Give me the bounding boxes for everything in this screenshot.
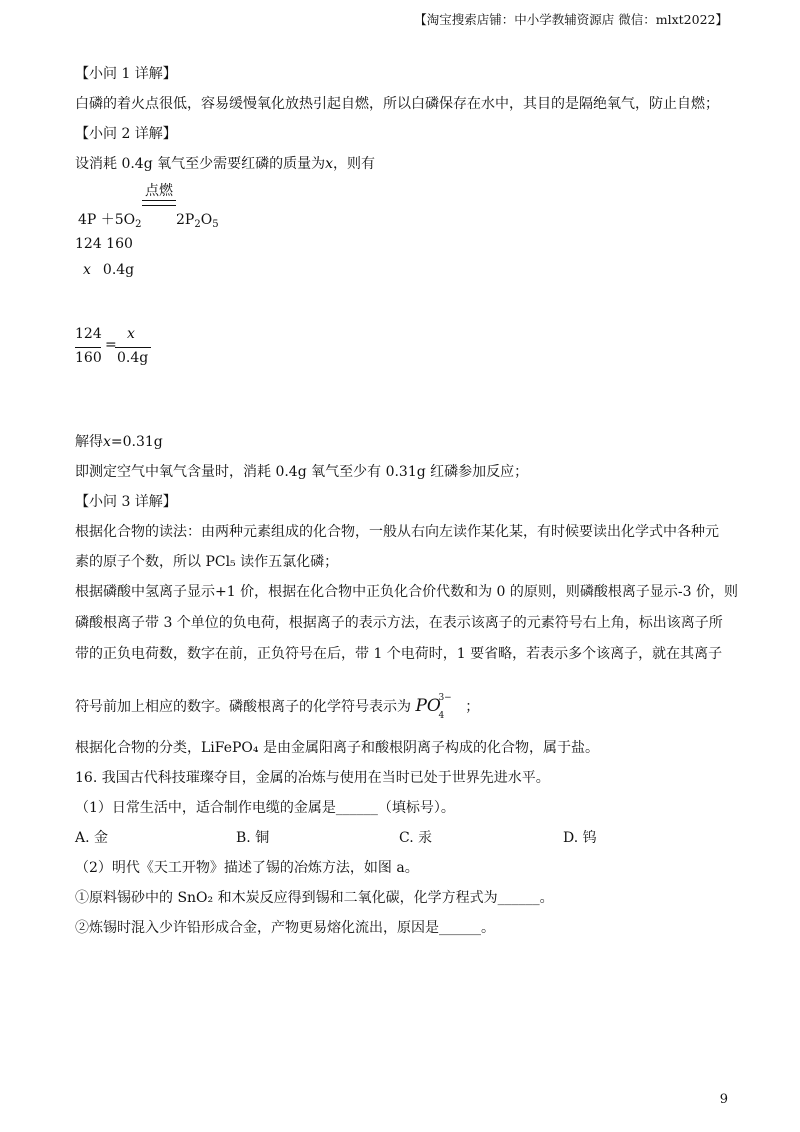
q3-line-2: 素的原子个数，所以 PCl₅ 读作五氯化磷；	[75, 554, 339, 570]
q3-line-3: 根据磷酸中氢离子显示+1 价，根据在化合物中正负化合价代数和为 0 的原则，则磷酸根离子显示-3 价，则	[75, 584, 738, 600]
option-c: C. 汞	[399, 830, 433, 846]
q3-line-6: 符号前加上相应的数字。磷酸根离子的化学符号表示为 PO 3− 4 ；	[75, 693, 480, 721]
equation-right: $2P_2O_5$	[176, 212, 219, 230]
proportion-fraction: 124 160 = x 0.4g	[75, 326, 155, 370]
option-d: D. 钨	[563, 830, 597, 846]
q16-part-1: （1）日常生活中，适合制作电缆的金属是______（填标号）。	[75, 800, 455, 816]
q1-heading: 【小问 1 详解】	[75, 66, 177, 82]
option-a: A. 金	[75, 830, 109, 846]
q3-line-7: 根据化合物的分类，LiFePO₄ 是由金属阳离子和酸根阴离子构成的化合物，属于盐。	[75, 740, 599, 756]
page-number: 9	[719, 1092, 728, 1107]
q16-part-2: （2）明代《天工开物》描述了锡的冶炼方法，如图 a。	[75, 860, 419, 876]
unknown-row: x 0.4g	[83, 262, 135, 278]
conclusion-line: 即测定空气中氧气含量时，消耗 0.4g 氧气至少有 0.31g 红磷参加反应；	[75, 464, 529, 480]
q16-title: 16. 我国古代科技璀璨夺目，金属的冶炼与使用在当时已处于世界先进水平。	[75, 770, 550, 786]
q3-line-5: 带的正负电荷数，数字在前，正负符号在后，带 1 个电荷时，1 要省略，若表示多个该离子，就在其离子	[75, 646, 723, 662]
molar-mass-row: 124 160	[75, 236, 133, 252]
reaction-arrow-bars	[142, 200, 176, 206]
q3-line-4: 磷酸根离子带 3 个单位的负电荷，根据离子的表示方法，在表示该离子的元素符号右上角，标出该离子所	[75, 615, 723, 631]
reaction-condition: 点燃	[142, 183, 176, 199]
q1-text: 白磷的着火点很低，容易缓慢氧化放热引起自燃，所以白磷保存在水中，其目的是隔绝氧气，防止自燃；	[75, 96, 719, 112]
q2-setup: 设消耗 0.4g 氧气至少需要红磷的质量为x，则有	[75, 156, 376, 172]
q16-part-2b: ②炼锡时混入少许铅形成合金，产物更易熔化流出，原因是______。	[75, 920, 495, 936]
option-b: B. 铜	[236, 830, 270, 846]
page-header: 【淘宝搜索店铺：中小学教辅资源店 微信：mlxt2022】	[414, 12, 728, 27]
equation-left: $4P +5O_2$	[78, 212, 142, 230]
q16-part-2a: ①原料锡砂中的 SnO₂ 和木炭反应得到锡和二氧化碳，化学方程式为______。	[75, 890, 554, 906]
q3-heading: 【小问 3 详解】	[75, 494, 177, 510]
solution-line: 解得x=0.31g	[75, 434, 163, 450]
phosphate-ion-symbol: PO 3− 4	[415, 693, 452, 721]
q3-line-1: 根据化合物的读法：由两种元素组成的化合物，一般从右向左读作某化某，有时候要读出化学式中各种元	[75, 524, 719, 540]
q2-heading: 【小问 2 详解】	[75, 126, 177, 142]
